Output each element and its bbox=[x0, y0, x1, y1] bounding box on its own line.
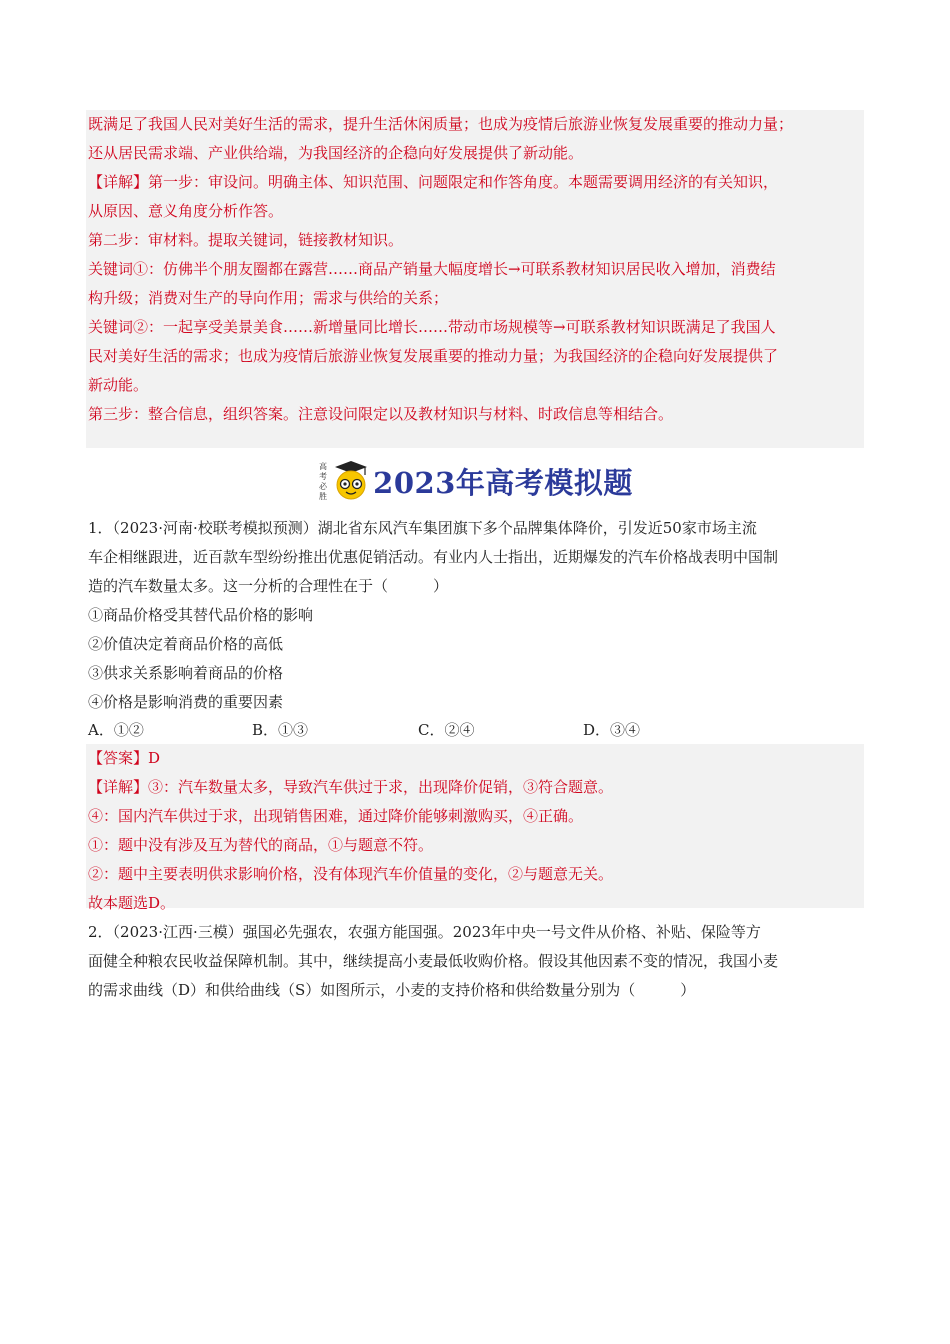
section-heading bbox=[0, 456, 950, 506]
q1-item: ①商品价格受其替代品价格的影响 bbox=[88, 606, 314, 624]
explanation-line: 从原因、意义角度分析作答。 bbox=[88, 202, 284, 220]
svg-text:必: 必 bbox=[319, 482, 328, 491]
q2-stem-line: 的需求曲线（D）和供给曲线（S）如图所示，小麦的支持价格和供给数量分别为（ ） bbox=[88, 981, 696, 999]
q1-explain-line: ①：题中没有涉及互为替代的商品，①与题意不符。 bbox=[88, 836, 434, 854]
q1-stem-line: 造的汽车数量太多。这一分析的合理性在于（ ） bbox=[88, 577, 449, 595]
svg-text:考: 考 bbox=[319, 472, 328, 481]
explanation-line: 民对美好生活的需求；也成为疫情后旅游业恢复发展重要的推动力量；为我国经济的企稳向好发展提供了 bbox=[88, 347, 779, 365]
q2-stem-line: 2．（2023·江西·三模）强国必先强农，农强方能国强。2023年中央一号文件从价格、补贴、保险等方 bbox=[88, 923, 761, 941]
q1-option-d: D．③④ bbox=[583, 721, 641, 739]
q1-option-a: A．①② bbox=[88, 721, 144, 739]
explanation-line: 第二步：审材料。提取关键词，链接教材知识。 bbox=[88, 231, 404, 249]
svg-text:胜: 胜 bbox=[319, 492, 328, 501]
svg-text:高: 高 bbox=[319, 462, 328, 471]
explanation-line: 【详解】第一步：审设问。明确主体、知识范围、问题限定和作答角度。本题需要调用经济的有关知识， bbox=[88, 173, 779, 191]
q1-option-c: C．②④ bbox=[418, 721, 475, 739]
q1-explain-line: 【详解】③：汽车数量太多，导致汽车供过于求，出现降价促销，③符合题意。 bbox=[88, 778, 614, 796]
q1-option-b: B．①③ bbox=[252, 721, 309, 739]
exam-logo-icon bbox=[317, 458, 371, 504]
explanation-line: 既满足了我国人民对美好生活的需求，提升生活休闲质量；也成为疫情后旅游业恢复发展重要的推动力量； bbox=[88, 115, 794, 133]
explanation-line: 构升级；消费对生产的导向作用；需求与供给的关系； bbox=[88, 289, 449, 307]
q1-explain-line: 故本题选D。 bbox=[88, 894, 176, 912]
explanation-line: 新动能。 bbox=[88, 376, 149, 394]
explanation-line: 第三步：整合信息，组织答案。注意设问限定以及教材知识与材料、时政信息等相结合。 bbox=[88, 405, 674, 423]
q1-item: ④价格是影响消费的重要因素 bbox=[88, 693, 284, 711]
q2-stem-line: 面健全种粮农民收益保障机制。其中，继续提高小麦最低收购价格。假设其他因素不变的情况，我国小麦 bbox=[88, 952, 779, 970]
q1-answer: 【答案】D bbox=[88, 749, 161, 767]
section-title: 2023年高考模拟题 bbox=[373, 465, 633, 500]
explanation-line: 关键词②：一起享受美景美食……新增量同比增长……带动市场规模等→可联系教材知识既满足了我国人 bbox=[88, 318, 776, 336]
explanation-line: 还从居民需求端、产业供给端，为我国经济的企稳向好发展提供了新动能。 bbox=[88, 144, 584, 162]
q1-item: ③供求关系影响着商品的价格 bbox=[88, 664, 284, 682]
q1-stem-line: 车企相继跟进，近百款车型纷纷推出优惠促销活动。有业内人士指出，近期爆发的汽车价格战表明中国制 bbox=[88, 548, 779, 566]
q1-explain-line: ②：题中主要表明供求影响价格，没有体现汽车价值量的变化，②与题意无关。 bbox=[88, 865, 614, 883]
q1-explain-line: ④：国内汽车供过于求，出现销售困难，通过降价能够刺激购买，④正确。 bbox=[88, 807, 584, 825]
q1-stem-line: 1．（2023·河南·校联考模拟预测）湖北省东风汽车集团旗下多个品牌集体降价，引发近50家市场主流 bbox=[88, 519, 757, 537]
explanation-line: 关键词①：仿佛半个朋友圈都在露营……商品产销量大幅度增长→可联系教材知识居民收入增加，消费结 bbox=[88, 260, 776, 278]
q1-item: ②价值决定着商品价格的高低 bbox=[88, 635, 284, 653]
